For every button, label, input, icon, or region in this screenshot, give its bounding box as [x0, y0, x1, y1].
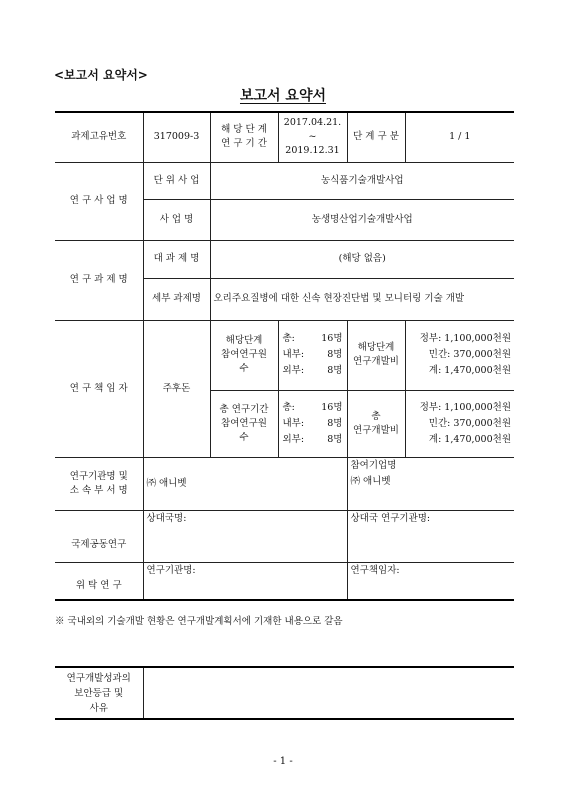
business-label: 연 구 사 업 명: [55, 162, 143, 240]
table-row-project-id: [55, 112, 514, 162]
business-name-value: 농생명산업기술개발사업: [210, 199, 514, 240]
partner-country-label: 상대국명:: [143, 510, 347, 562]
table-row-main-project: [55, 240, 514, 278]
researcher-name: 주후돈: [143, 320, 210, 457]
table-row-international: [55, 510, 514, 562]
business-name-label: 사 업 명: [143, 199, 210, 240]
main-project-label: 대 과 제 명: [143, 240, 210, 278]
total-count-label: 총 연구기간 참여연구원 수: [210, 390, 278, 457]
security-table: [55, 666, 514, 720]
stage-label: 단 계 구 분: [347, 112, 405, 162]
researcher-label: 연 구 책 임 자: [55, 320, 143, 457]
table-row-institution: [55, 457, 514, 510]
page-title-text: 보고서 요약서: [239, 88, 327, 104]
footnote: ※ 국내외의 기술개발 현황은 연구개발계획서에 기재한 내용으로 갈음: [55, 616, 343, 627]
stage-count-categories: 총: 내부: 외부:: [282, 333, 305, 376]
institution-value: ㈜ 애니벳: [143, 457, 347, 510]
period-value: 2017.04.21. ~ 2019.12.31: [278, 112, 347, 162]
unit-business-value: 농식품기술개발사업: [210, 162, 514, 199]
stage-count-values: 16명 8명 8명: [321, 333, 343, 376]
unit-business-label: 단 위 사 업: [143, 162, 210, 199]
table-row-stage-researchers: [55, 320, 514, 390]
project-label: 연 구 과 제 명: [55, 240, 143, 320]
stage-value: 1 / 1: [405, 112, 514, 162]
project-id-label: 과제고유번호: [55, 112, 143, 162]
total-budget-values: 정부: 1,100,000천원 민간: 370,000천원 계: 1,470,000천원: [405, 390, 514, 457]
page-title: [0, 85, 566, 105]
stage-budget-values: 정부: 1,100,000천원 민간: 370,000천원 계: 1,470,000천원: [405, 320, 514, 390]
period-label: 해 당 단 계 연 구 기 간: [210, 112, 278, 162]
sub-project-value: 오리주요질병에 대한 신속 현장진단법 및 모니터링 기술 개발: [210, 278, 514, 320]
total-count-categories: 총: 내부: 외부:: [282, 401, 305, 445]
security-value: [143, 667, 514, 719]
stage-budget-label: 해당단계 연구개발비: [347, 320, 405, 390]
institution-label: 연구기관명 및 소 속 부 서 명: [55, 457, 143, 510]
page-number: - 1 -: [273, 756, 293, 767]
international-label: 국제공동연구: [55, 510, 143, 562]
stage-count-cell: [278, 320, 347, 390]
table-row-security: [55, 667, 514, 719]
total-budget-label: 총 연구개발비: [347, 390, 405, 457]
participant-value: ㈜ 애니벳: [350, 475, 391, 487]
participant-label: 참여기업명: [350, 459, 397, 471]
sub-project-label: 세부 과제명: [143, 278, 210, 320]
participant-cell: [347, 457, 514, 510]
commission-label: 위 탁 연 구: [55, 562, 143, 600]
commission-institution-label: 연구기관명:: [143, 562, 347, 600]
commission-researcher-label: 연구책임자:: [347, 562, 514, 600]
project-id-value: 317009-3: [143, 112, 210, 162]
security-label: 연구개발성과의 보안등급 및 사유: [55, 667, 143, 719]
stage-count-label: 해당단계 참여연구원 수: [210, 320, 278, 390]
table-row-unit-business: [55, 162, 514, 199]
partner-institution-label: 상대국 연구기관명:: [347, 510, 514, 562]
total-count-cell: [278, 390, 347, 457]
table-row-commission: [55, 562, 514, 600]
bracket-title: <보고서 요약서>: [54, 68, 148, 82]
total-count-values: 16명 8명 8명: [321, 401, 343, 445]
report-summary-table: [55, 111, 514, 601]
main-project-value: (해당 없음): [210, 240, 514, 278]
